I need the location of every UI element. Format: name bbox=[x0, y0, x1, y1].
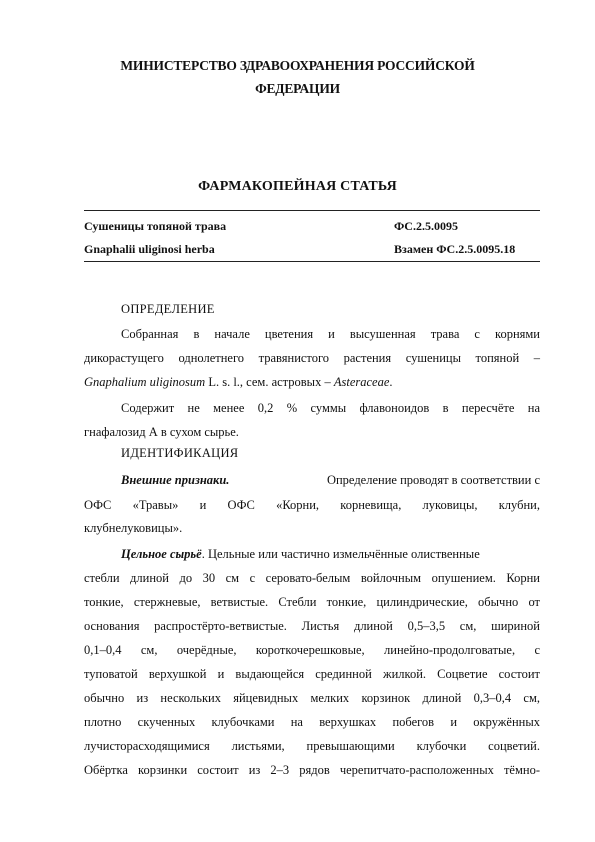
article-replaces: Взамен ФС.2.5.0095.18 bbox=[394, 242, 516, 256]
whole-material-line3: тонкие, стержневые, ветвистые. Стебли тонкие, цилиндрические, обычно от bbox=[84, 595, 540, 609]
whole-material-line8: плотно скученных клубочками на верхушках побегов и окружённых bbox=[84, 715, 540, 729]
definition-p2-line1: Содержит не менее 0,2 % суммы флавоноидов в пересчёте на bbox=[121, 401, 540, 415]
article-name-latin: Gnaphalii uliginosi herba bbox=[84, 242, 215, 256]
whole-material-line9: лучисторасходящимися листьями, превышающими клубочки соцветий. bbox=[84, 739, 540, 753]
external-features-label: Внешние признаки. bbox=[121, 473, 230, 487]
definition-p1-end: . bbox=[389, 375, 393, 389]
definition-p1-line2: дикорастущего однолетнего травянистого растения сушеницы топяной – bbox=[84, 351, 540, 365]
whole-material-line1 bbox=[121, 542, 540, 566]
whole-material-line10: Обёртка корзинки состоит из 2–3 рядов черепитчато-расположенных тёмно- bbox=[84, 763, 540, 777]
article-code: ФС.2.5.0095 bbox=[394, 219, 458, 233]
whole-material-line7: обычно из нескольких яйцевидных мелких корзинок длиной 0,3–0,4 см, bbox=[84, 691, 540, 705]
identification-ext-line1 bbox=[121, 468, 540, 492]
article-name-ru: Сушеницы топяной трава bbox=[84, 219, 227, 233]
whole-material-label: Цельное сырьё bbox=[121, 547, 202, 561]
definition-p1-line3 bbox=[84, 370, 540, 394]
definition-p1-mid: L. s. l., сем. астровых – bbox=[205, 375, 334, 389]
whole-material-text: . Цельные или частично измельчённые олиственные bbox=[201, 547, 480, 561]
identification-ext-line3: клубнелуковицы». bbox=[84, 521, 183, 535]
ministry-title-line1: МИНИСТЕРСТВО ЗДРАВООХРАНЕНИЯ РОССИЙСКОЙ bbox=[120, 58, 475, 73]
section-heading-identification: ИДЕНТИФИКАЦИЯ bbox=[121, 446, 239, 460]
definition-p2-line2: гнафалозид А в сухом сырье. bbox=[84, 425, 239, 439]
document-type-title: ФАРМАКОПЕЙНАЯ СТАТЬЯ bbox=[198, 179, 397, 194]
header-top-rule bbox=[84, 210, 540, 211]
definition-p1-line1: Собранная в начале цветения и высушенная трава с корнями bbox=[121, 327, 540, 341]
whole-material-line2: стебли длиной до 30 см с серовато-белым войлочным опушением. Корни bbox=[84, 571, 540, 585]
ministry-title-line2: ФЕДЕРАЦИИ bbox=[255, 81, 340, 96]
latin-species-name: Gnaphalium uliginosum bbox=[84, 375, 206, 389]
header-bottom-rule bbox=[84, 261, 540, 262]
whole-material-line6: туповатой верхушкой и выдающейся срединной жилкой. Соцветие состоит bbox=[84, 667, 540, 681]
whole-material-line4: основания распростёрто-ветвистые. Листья длиной 0,5–3,5 см, шириной bbox=[84, 619, 540, 633]
external-features-text: Определение проводят в соответствии с bbox=[326, 473, 540, 487]
latin-family-name: Asteraceae bbox=[333, 375, 390, 389]
identification-ext-line2: ОФС «Травы» и ОФС «Корни, корневища, луковицы, клубни, bbox=[84, 498, 540, 512]
whole-material-line5: 0,1–0,4 см, очерёдные, короткочерешковые, линейно-продолговатые, с bbox=[84, 643, 540, 657]
section-heading-definition: ОПРЕДЕЛЕНИЕ bbox=[121, 302, 215, 316]
